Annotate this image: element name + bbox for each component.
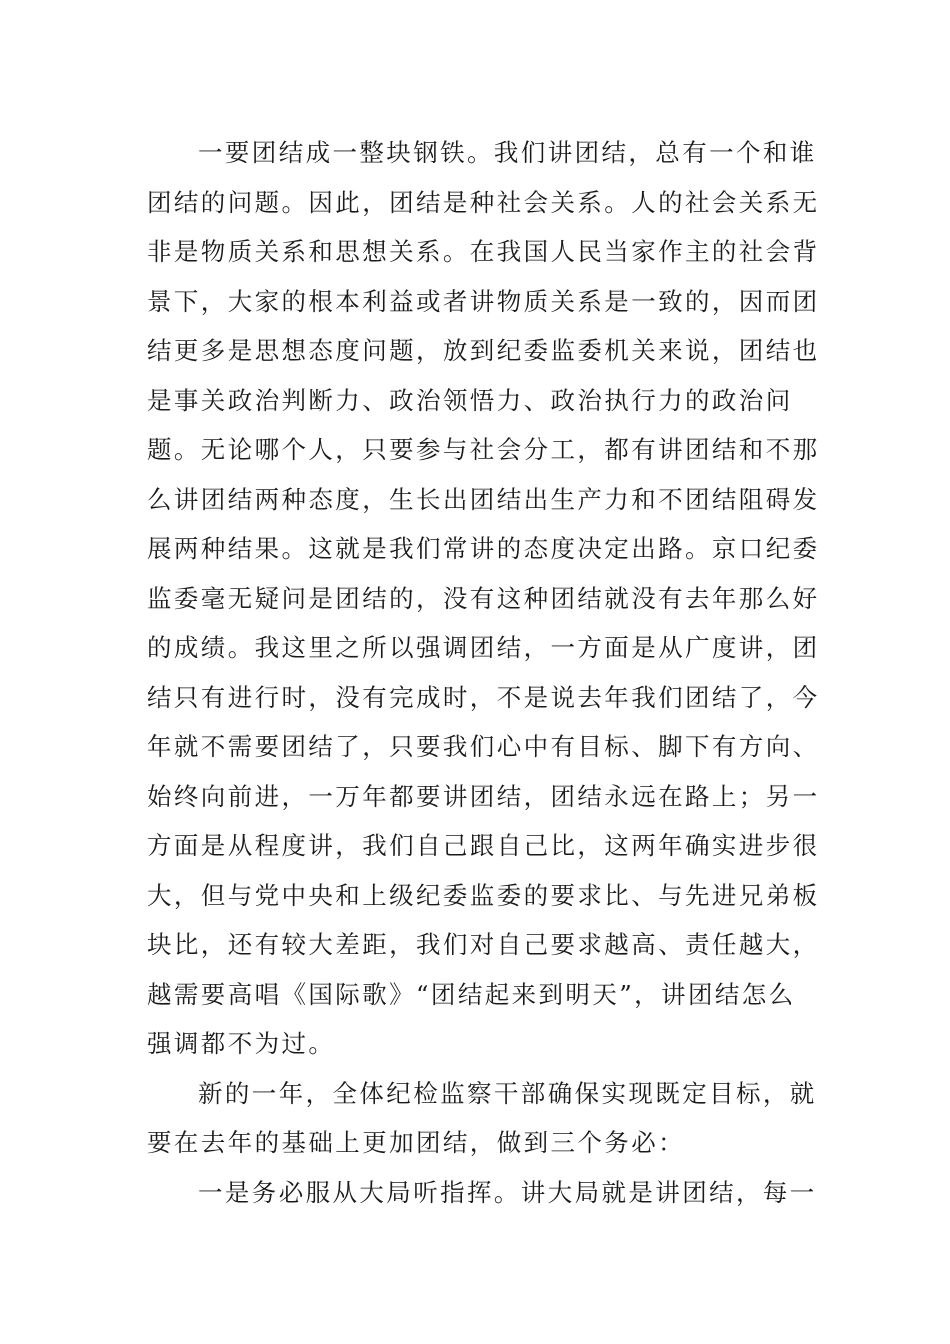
text-line: 要在去年的基础上更加团结，做到三个务必： bbox=[147, 1128, 685, 1157]
text-line: 方面是从程度讲，我们自己跟自己比，这两年确实进步很 bbox=[147, 831, 820, 860]
text-line: 强调都不为过。 bbox=[147, 1029, 336, 1058]
text-line: 块比，还有较大差距，我们对自己要求越高、责任越大， bbox=[147, 930, 820, 959]
text-line: 题。无论哪个人，只要参与社会分工，都有讲团结和不那 bbox=[147, 435, 820, 464]
paragraph-obey-overall bbox=[147, 1168, 817, 1218]
paragraph-new-year bbox=[147, 1069, 817, 1168]
text-line: 年就不需要团结了，只要我们心中有目标、脚下有方向、 bbox=[147, 732, 820, 761]
text-line: 结只有进行时，没有完成时，不是说去年我们团结了，今 bbox=[147, 682, 820, 712]
text-line: 结更多是思想态度问题，放到纪委监委机关来说，团结也 bbox=[147, 336, 820, 365]
text-line: 始终向前进，一万年都要讲团结，团结永远在路上；另一 bbox=[147, 781, 820, 811]
text-line: 的成绩。我这里之所以强调团结，一方面是从广度讲，团 bbox=[147, 633, 820, 662]
text-line: 新的一年，全体纪检监察干部确保实现既定目标，就 bbox=[198, 1078, 817, 1108]
text-line: 展两种结果。这就是我们常讲的态度决定出路。京口纪委 bbox=[147, 534, 820, 563]
text-line: 越需要高唱《国际歌》“团结起来到明天”，讲团结怎么 bbox=[147, 979, 796, 1009]
text-line: 团结的问题。因此，团结是种社会关系。人的社会关系无 bbox=[147, 187, 820, 217]
paragraph-unity-steel bbox=[147, 128, 820, 1069]
text-line: 监委毫无疑问是团结的，没有这种团结就没有去年那么好 bbox=[147, 583, 820, 613]
text-line: 大，但与党中央和上级纪委监委的要求比、与先进兄弟板 bbox=[147, 880, 820, 910]
text-line: 一是务必服从大局听指挥。讲大局就是讲团结，每一 bbox=[198, 1177, 817, 1207]
text-line: 非是物质关系和思想关系。在我国人民当家作主的社会背 bbox=[147, 237, 820, 266]
text-line: 么讲团结两种态度，生长出团结出生产力和不团结阻碍发 bbox=[147, 484, 820, 514]
document-body bbox=[147, 128, 820, 1217]
text-line: 一要团结成一整块钢铁。我们讲团结，总有一个和谁 bbox=[198, 138, 817, 167]
text-line: 景下，大家的根本利益或者讲物质关系是一致的，因而团 bbox=[147, 286, 820, 316]
text-line: 是事关政治判断力、政治领悟力、政治执行力的政治问 bbox=[147, 385, 793, 415]
